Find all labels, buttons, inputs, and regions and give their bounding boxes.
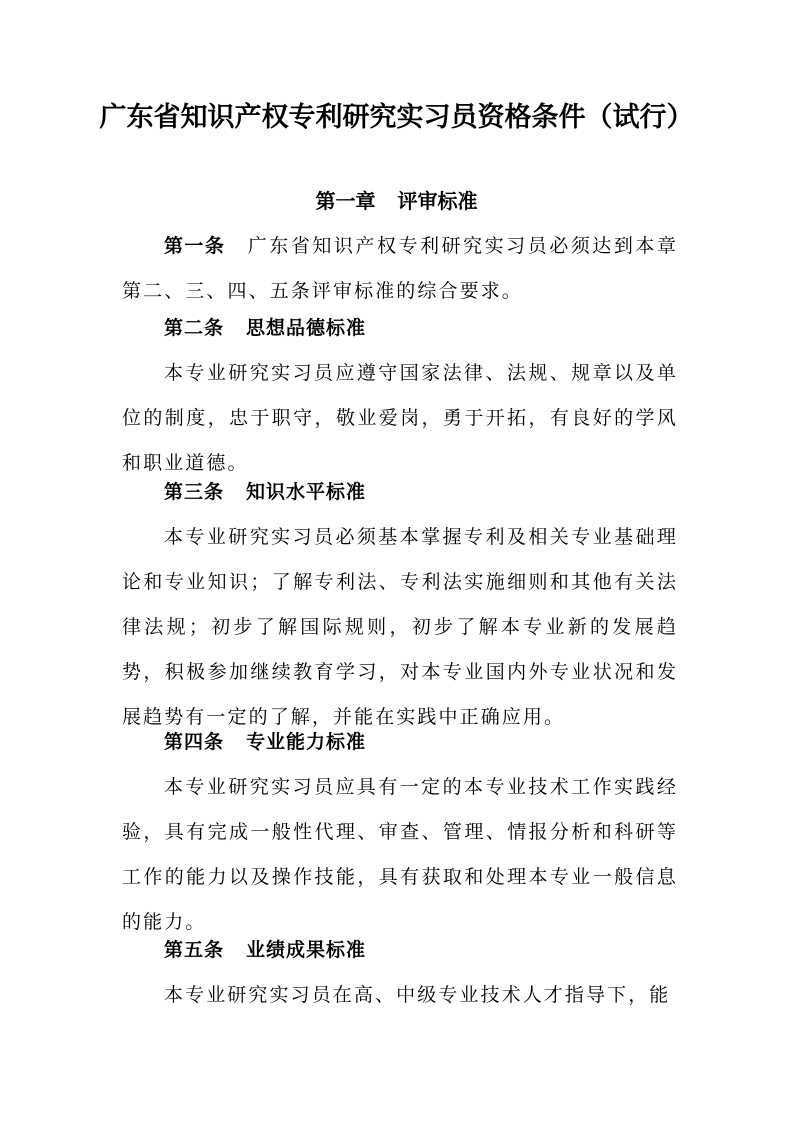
article-1-number: 第一条 <box>164 235 226 257</box>
chapter-number: 第一章 <box>315 189 376 213</box>
article-2 <box>122 306 678 486</box>
article-4-number: 第四条 <box>164 731 225 753</box>
article-1-paragraph <box>122 224 678 314</box>
article-4-heading <box>122 720 678 765</box>
article-3-title: 知识水平标准 <box>246 481 367 503</box>
article-5-title: 业绩成果标准 <box>246 939 367 961</box>
article-3-text: 本专业研究实习员必须基本掌握专利及相关专业基础理论和专业知识；了解专利法、专利法实施细则和其他有关法律法规；初步了解国际规则，初步了解本专业新的发展趋势，积极参加继续教育学习，对本专业国内外专业状况和发展趋势有一定的了解，并能在实践中正确应用。 <box>122 526 678 728</box>
article-5-text: 本专业研究实习员在高、中级专业技术人才指导下，能 <box>164 984 671 1006</box>
document-title: 广东省知识产权专利研究实习员资格条件（试行） <box>99 102 694 133</box>
article-4-title: 专业能力标准 <box>246 731 367 753</box>
article-2-heading <box>122 306 678 351</box>
article-1-text: 广东省知识产权专利研究实习员必须达到本章第二、三、四、五条评审标准的综合要求。 <box>122 235 678 302</box>
article-3 <box>122 470 678 740</box>
article-2-text: 本专业研究实习员应遵守国家法律、法规、规章以及单位的制度，忠于职守，敬业爱岗，勇于开拓，有良好的学风和职业道德。 <box>122 362 678 474</box>
article-5-heading <box>122 928 678 973</box>
article-3-number: 第三条 <box>164 481 225 503</box>
article-2-title: 思想品德标准 <box>246 317 367 339</box>
article-5 <box>122 928 678 1018</box>
article-2-number: 第二条 <box>164 317 225 339</box>
article-4 <box>122 720 678 945</box>
article-3-heading <box>122 470 678 515</box>
article-5-number: 第五条 <box>164 939 225 961</box>
chapter-name: 评审标准 <box>397 189 478 213</box>
article-1 <box>122 224 678 314</box>
article-4-text: 本专业研究实习员应具有一定的本专业技术工作实践经验，具有完成一般性代理、审查、管理、情报分析和科研等工作的能力以及操作技能，具有获取和处理本专业一般信息的能力。 <box>122 776 678 933</box>
chapter-heading <box>0 186 793 216</box>
